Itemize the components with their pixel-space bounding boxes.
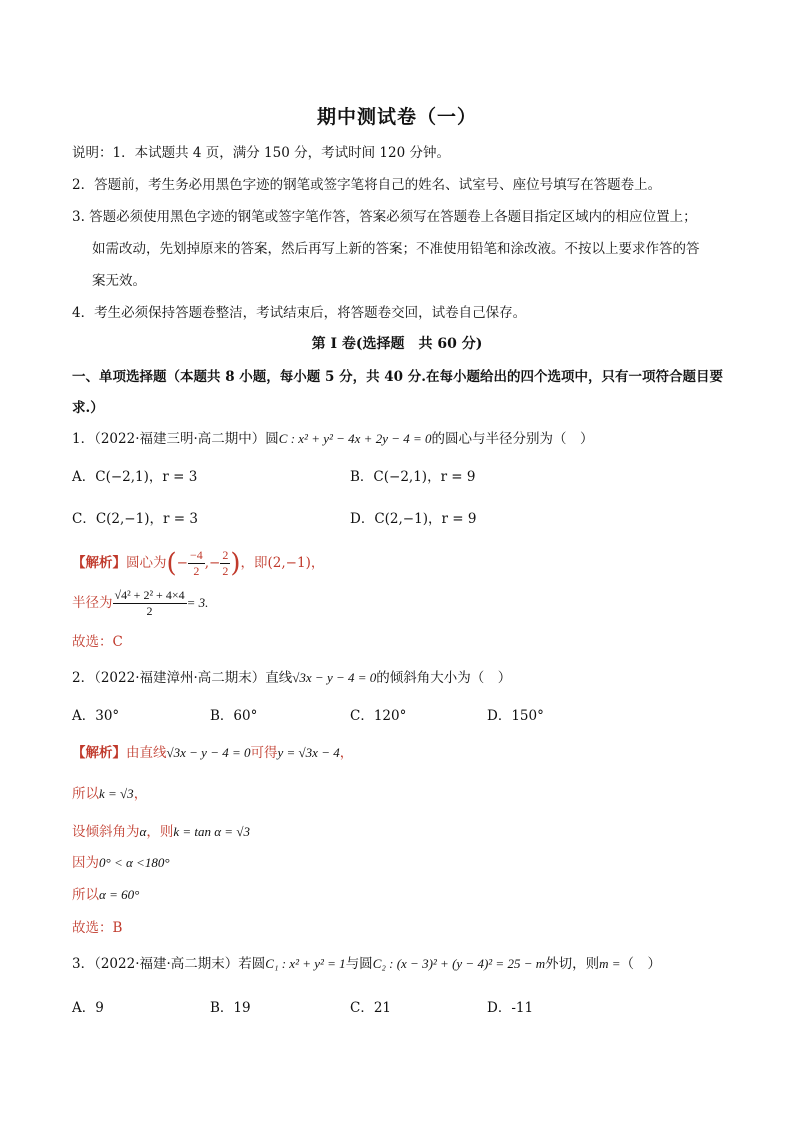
q1-solution-radius — [72, 588, 208, 619]
q2-solution-line2: 所以k = √3， — [72, 786, 148, 802]
instruction-3b: 如需改动，先划掉原来的答案，然后再写上新的答案；不准使用铅笔和涂改液。不按以上要求作答的答 — [92, 241, 700, 257]
instruction-3c: 案无效。 — [92, 273, 146, 289]
q1-stem-suffix: 的圆心与半径分别为（ ） — [431, 431, 594, 447]
q1-stem-math: C : x² + y² − 4x + 2y − 4 = 0 — [278, 431, 432, 446]
q2-option-a: A．30° — [72, 708, 120, 724]
q3-option-d: D．-11 — [487, 1000, 534, 1016]
q1-fraction-1: $\frac{-4}{2}$ — [189, 548, 203, 578]
q3-option-b: B．19 — [210, 1000, 251, 1016]
part-heading-line2: 求.） — [72, 400, 104, 416]
page-title: 期中测试卷（一） — [316, 106, 477, 128]
q1-option-c: C．C(2,−1)，r = 3 — [72, 511, 198, 527]
q3-stem: 3．（2022·福建·高二期末）若圆C₁ : x² + y² = 1与圆C₂ : (x − 3)² + (y − 4)² = 25 − m外切，则m =（ ） — [72, 956, 662, 972]
q1-option-d: D．C(2,−1)，r = 9 — [350, 511, 477, 527]
q2-solution-line1: 【解析】由直线√3x − y − 4 = 0可得y = √3x − 4， — [72, 745, 354, 761]
q2-option-c: C．120° — [350, 708, 407, 724]
q1-solution-radius-suffix: = 3. — [186, 595, 209, 610]
q1-solution-tag: 【解析】 — [72, 555, 126, 571]
q3-option-c: C．21 — [350, 1000, 392, 1016]
q1-option-b: B．C(−2,1)，r = 9 — [350, 469, 476, 485]
instruction-4: 4．考生必须保持答题卷整洁，考试结束后，将答题卷交回，试卷自己保存。 — [72, 305, 527, 321]
q2-stem-prefix: 2．（2022·福建漳州·高二期末）直线 — [72, 670, 293, 686]
q2-stem-math: √3x − y − 4 = 0 — [292, 670, 377, 685]
q2-answer: 故选：B — [72, 920, 123, 936]
q1-solution-center-prefix: 圆心为 — [126, 555, 167, 571]
q2-solution-line4: 因为0° < α <180° — [72, 855, 170, 871]
instruction-2: 2．答题前，考生务必用黑色字迹的钢笔或签字笔将自己的姓名、试室号、座位号填写在答题卷上。 — [72, 177, 662, 193]
instruction-1: 说明：1．本试题共 4 页，满分 150 分，考试时间 120 分钟。 — [72, 145, 450, 161]
q2-solution-line5: 所以α = 60° — [72, 887, 140, 903]
q2-option-b: B．60° — [210, 708, 258, 724]
q2-stem — [72, 668, 511, 688]
q1-radius-fraction: $\frac{\text{√4² + 2² + 4×4}}{2}$ — [114, 588, 185, 618]
part-heading-line1: 一、单项选择题（本题共 8 小题，每小题 5 分，共 40 分.在每小题给出的四个选项中，只有一项符合题目要 — [72, 369, 723, 385]
q1-solution-center-suffix: ，即(2,−1)， — [240, 555, 325, 571]
q1-solution-radius-prefix: 半径为 — [72, 595, 113, 611]
q1-option-a: A．C(−2,1)，r = 3 — [72, 469, 198, 485]
q2-option-d: D．150° — [487, 708, 544, 724]
q3-option-a: A．9 — [72, 1000, 104, 1016]
q2-solution-line3: 设倾斜角为α，则k = tan α = √3 — [72, 824, 250, 840]
q2-stem-suffix: 的倾斜角大小为（ ） — [376, 670, 512, 686]
q1-answer: 故选：C — [72, 634, 123, 650]
q1-solution-center: 【解析】圆心为(− $\frac{-4}{2}$ ,− $\frac{2}{2}$ )，即(2,−1)， — [72, 548, 325, 579]
instruction-3a: 3. 答题必须使用黑色字迹的钢笔或签字笔作答，答案必须写在答题卷上各题目指定区域内的相应位置上； — [72, 209, 697, 225]
q1-stem — [72, 429, 594, 449]
q1-fraction-2: $\frac{2}{2}$ — [222, 548, 229, 578]
q2-solution-tag: 【解析】 — [72, 745, 126, 761]
q1-stem-prefix: 1．（2022·福建三明·高二期中）圆 — [72, 431, 279, 447]
section-title: 第 I 卷(选择题 共 60 分) — [311, 336, 483, 352]
